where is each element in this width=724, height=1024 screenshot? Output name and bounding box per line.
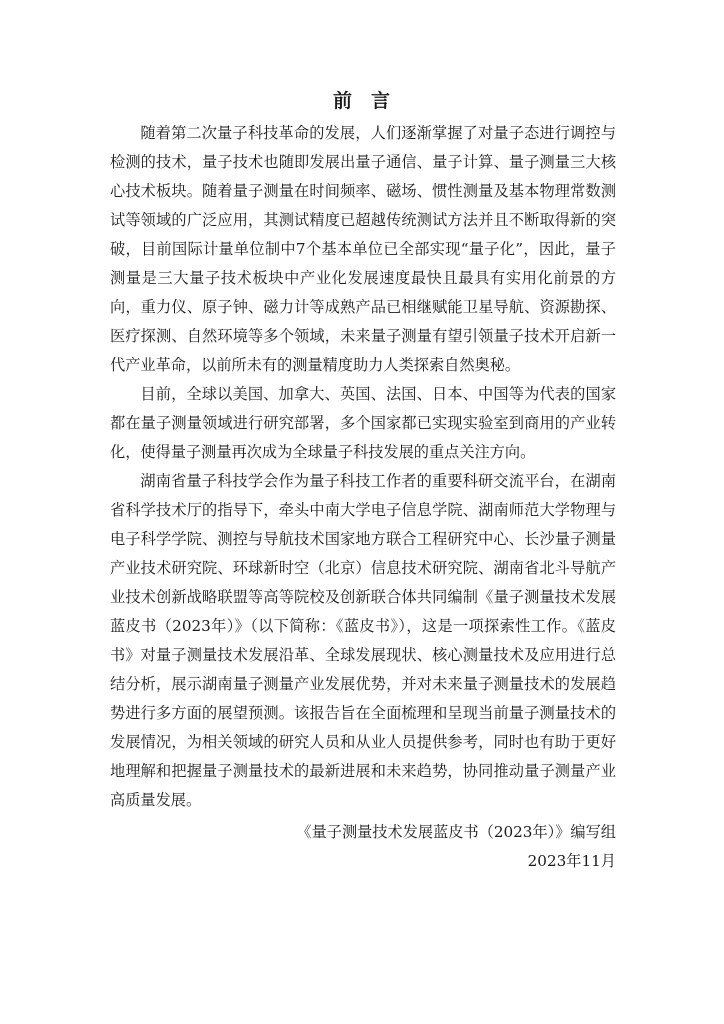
signature-line: 《量子测量技术发展蓝皮书（2023年）》编写组 [296,823,616,841]
paragraph-1: 随着第二次量子科技革命的发展，人们逐渐掌握了对量子态进行调控与检测的技术，量子技术也随即发展出量子通信、量子计算、量子测量三大核心技术板块。随着量子测量在时间频率、磁场、惯性测量及基本物理常数测试等领域的广泛应用，其测试精度已超越传统测试方法并且不断取得新的突破，目前国际计量单位制中7个基本单位已全部实现“量子化”，因此，量子测量是三大量子技术板块中产业化发展速度最快且最具有实用化前景的方向，重力仪、原子钟、磁力计等成熟产品已相继赋能卫星导航、资源勘探、医疗探测、自然环境等多个领域，未来量子测量有望引领量子技术开启新一代产业革命，以前所未有的测量精度助力人类探索自然奥秘。 [110,124,616,374]
page-title [0,88,724,114]
date-line: 2023年11月 [527,852,616,870]
paragraph-3: 湖南省量子科技学会作为量子科技工作者的重要科研交流平台，在湖南省科学技术厅的指导下，牵头中南大学电子信息学院、湖南师范大学物理与电子科学学院、测控与导航技术国家地方联合工程研究中心、长沙量子测量产业技术研究院、环球新时空（北京）信息技术研究院、湖南省北斗导航产业技术创新战略联盟等高等院校及创新联合体共同编制《量子测量技术发展蓝皮书（2023年）》（以下简称：《蓝皮书》），这是一项探索性工作。《蓝皮书》对量子测量技术发展沿革、全球发展现状、核心测量技术及应用进行总结分析，展示湖南量子测量产业发展优势，并对未来量子测量技术的发展趋势进行多方面的展望预测。该报告旨在全面梳理和呈现当前量子测量技术的发展情况，为相关领域的研究人员和从业人员提供参考，同时也有助于更好地理解和把握量子测量技术的最新进展和未来趋势，协同推动量子测量产业高质量发展。 [110,472,616,809]
page-title-part-1: 前 [332,90,353,112]
paragraph-2: 目前，全球以美国、加拿大、英国、法国、日本、中国等为代表的国家都在量子测量领域进行研究部署，多个国家都已实现实验室到商用的产业转化，使得量子测量再次成为全球量子科技发展的重点关注方向。 [110,385,616,461]
preface-body [110,119,616,815]
page-title-part-2: 言 [371,90,392,112]
